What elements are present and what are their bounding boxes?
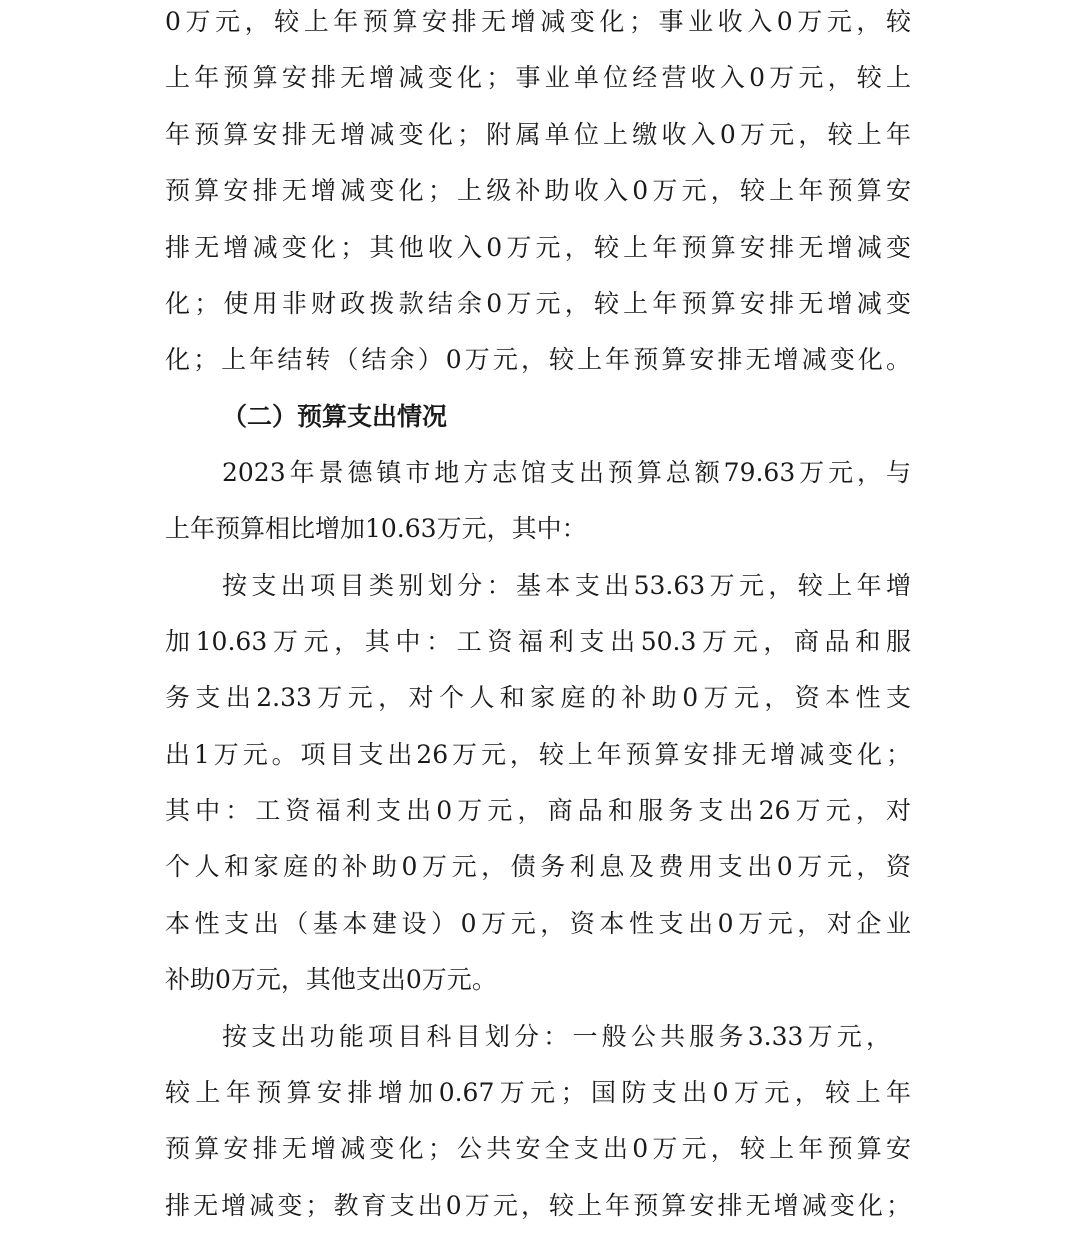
- paragraph-line: 务支出2.33万元，对个人和家庭的补助0万元，资本性支: [165, 683, 911, 712]
- paragraph-line: 按支出项目类别划分：基本支出53.63万元，较上年增: [222, 571, 911, 600]
- paragraph-line: 排无增减变；教育支出0万元，较上年预算安排无增减变化；: [165, 1191, 911, 1220]
- paragraph-line: 化；使用非财政拨款结余0万元，较上年预算安排无增减变: [165, 289, 911, 318]
- paragraph-line: 2023年景德镇市地方志馆支出预算总额79.63万元，与: [222, 458, 911, 487]
- paragraph-line: 年预算安排无增减变化；附属单位上缴收入0万元，较上年: [165, 120, 911, 149]
- paragraph-line: 上年预算安排无增减变化；事业单位经营收入0万元，较上: [165, 63, 911, 92]
- paragraph-line: 按支出功能项目科目划分：一般公共服务3.33万元，: [222, 1022, 891, 1051]
- paragraph-line: 预算安排无增减变化；公共安全支出0万元，较上年预算安: [165, 1134, 911, 1163]
- paragraph-line: 补助0万元，其他支出0万元。: [165, 965, 497, 994]
- paragraph-line: 化；上年结转（结余）0万元，较上年预算安排无增减变化。: [165, 345, 911, 374]
- paragraph-line: 预算安排无增减变化；上级补助收入0万元，较上年预算安: [165, 176, 911, 205]
- paragraph-line: 较上年预算安排增加0.67万元；国防支出0万元，较上年: [165, 1078, 911, 1107]
- paragraph-line: 上年预算相比增加10.63万元，其中：: [165, 514, 587, 543]
- paragraph-line: 个人和家庭的补助0万元，债务利息及费用支出0万元，资: [165, 852, 911, 881]
- paragraph-line: 排无增减变化；其他收入0万元，较上年预算安排无增减变: [165, 233, 911, 262]
- paragraph-line: 0万元，较上年预算安排无增减变化；事业收入0万元，较: [165, 7, 911, 36]
- paragraph-line: 加10.63万元，其中：工资福利支出50.3万元，商品和服: [165, 627, 911, 656]
- section-heading: （二）预算支出情况: [222, 402, 448, 431]
- paragraph-line: 其中：工资福利支出0万元，商品和服务支出26万元，对: [165, 796, 911, 825]
- paragraph-line: 本性支出（基本建设）0万元，资本性支出0万元，对企业: [165, 909, 911, 938]
- paragraph-line: 出1万元。项目支出26万元，较上年预算安排无增减变化；: [165, 740, 911, 769]
